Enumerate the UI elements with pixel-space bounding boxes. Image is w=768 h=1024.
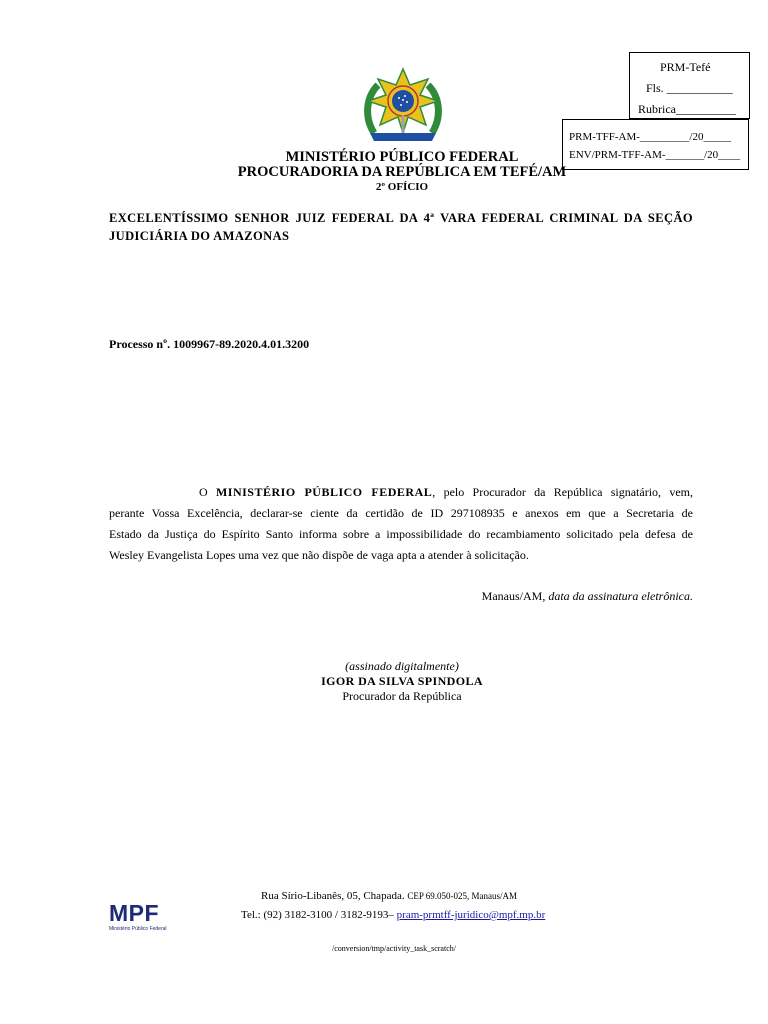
signature-note: (assinado digitalmente) [345,659,459,673]
footer-contact [241,909,545,921]
signer-role: Procurador da República [342,689,462,703]
mpf-logo [109,900,175,940]
footer-cep: CEP 69.050-025, Manaus/AM [407,891,518,901]
brazil-coat-of-arms-icon [360,67,446,143]
body-line-4: Wesley Evangelista Lopes uma vez que não dispõe de vaga apta a atender à solicitação. [109,548,529,562]
footer-email-link[interactable]: pram-prmtff-juridico@mpf.mp.br [396,909,546,921]
body-line-1 [109,485,693,500]
date-line [482,589,693,604]
footer-file-path: /conversion/tmp/activity_task_scratch/ [332,944,456,953]
ref-prm-number: PRM-TFF-AM-_________/20_____ [569,131,731,143]
body-org-name: MINISTÉRIO PÚBLICO FEDERAL [215,485,433,499]
org-subtitle: PROCURADORIA DA REPÚBLICA EM TEFÉ/AM [237,164,567,180]
ref-env-number: ENV/PRM-TFF-AM-_______/20____ [569,149,741,161]
office-label: 2º OFÍCIO [375,181,429,193]
mpf-logo-text: MPF [109,900,160,926]
date-signature-note: data da assinatura eletrônica. [548,589,693,603]
footer-phone: Tel.: (92) 3182-3100 / 3182-9193– [241,909,397,921]
signer-name: IGOR DA SILVA SPINDOLA [321,674,483,688]
body-line-3: Estado da Justiça do Espírito Santo informa sobre a impossibilidade do recambiamento solicitado pela defesa de [109,527,693,541]
addressee-line-1: EXCELENTÍSSIMO SENHOR JUIZ FEDERAL DA 4ª VARA FEDERAL CRIMINAL DA SEÇÃO [109,211,693,225]
stamp-fls-field: Fls. ___________ [646,81,733,95]
body-intro: O [199,485,216,499]
footer-street: Rua Sírio-Libanês, 05, Chapada. [261,890,408,902]
addressee-line-2: JUDICIÁRIA DO AMAZONAS [109,229,290,243]
protocol-stamp-box [629,52,750,119]
body-line-2: perante Vossa Excelência, declarar-se ciente da certidão de ID 297108935 e anexos em que a Secretaria de [109,506,693,520]
process-number: Processo nº. 1009967-89.2020.4.01.3200 [109,337,310,351]
mpf-logo-subtext: Ministério Público Federal [109,926,167,932]
stamp-rubrica-field: Rubrica__________ [638,102,736,116]
stamp-office-label: PRM-Tefé [660,60,711,74]
date-place: Manaus/AM, [481,589,549,603]
org-title: MINISTÉRIO PÚBLICO FEDERAL [285,149,519,165]
footer-address [261,890,517,902]
body-line-1-rest: , pelo Procurador da República signatário, vem, [432,485,693,499]
